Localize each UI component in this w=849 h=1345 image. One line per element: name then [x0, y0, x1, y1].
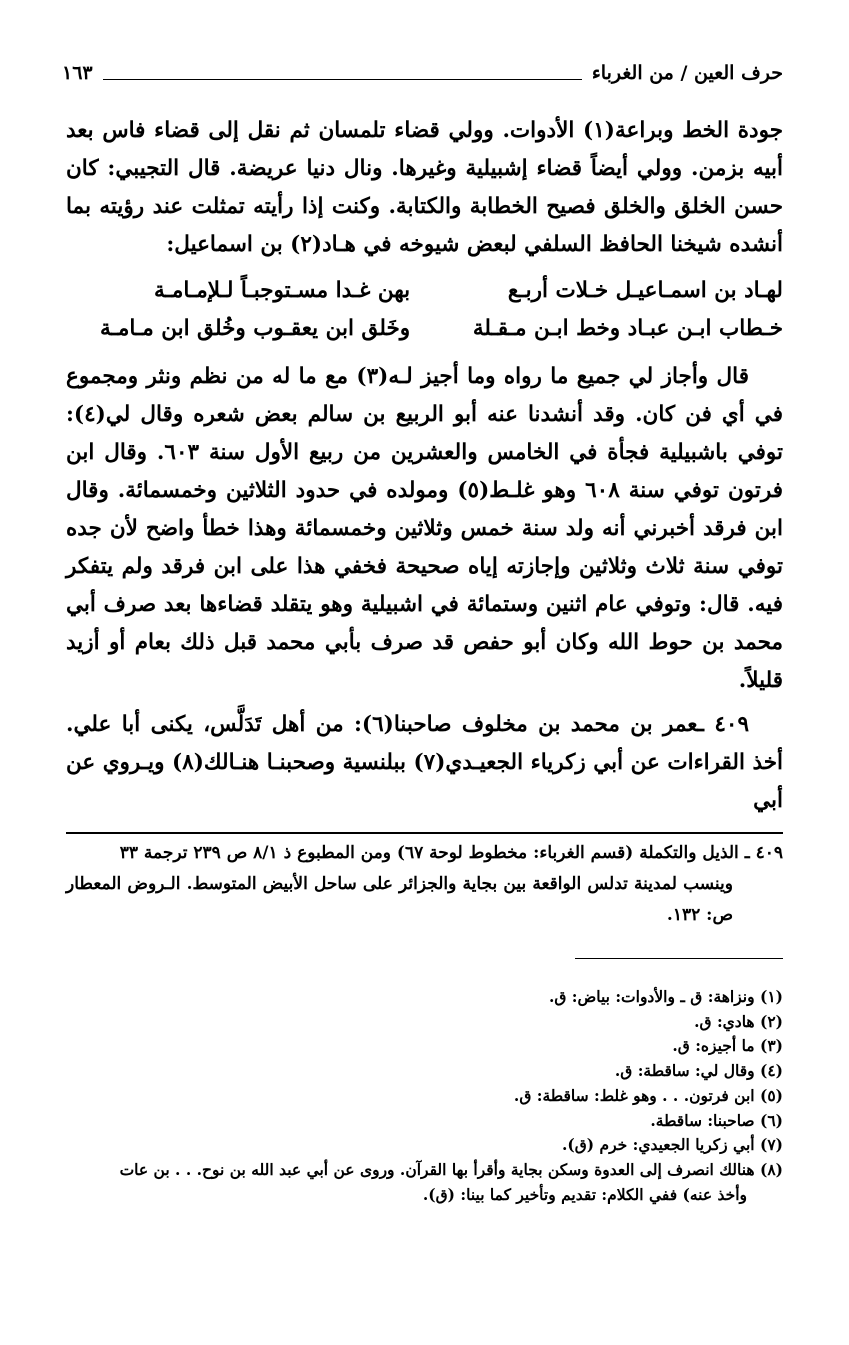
footnote-1: (١) ونزاهة: ق ـ والأدوات: بياض: ق.	[548, 987, 783, 1006]
poem	[66, 272, 783, 348]
running-header	[62, 58, 783, 88]
page-number: ١٦٣	[62, 62, 93, 84]
notes-divider	[66, 832, 783, 834]
note-line-2: وينسب لمدينة تدلس الواقعة بين بجاية والجزائر على ساحل الأبيض المتوسط. الـروض المعطار ص: ١٣٢.	[66, 874, 733, 925]
poem-hemistich-1: لهـاد بن اسمـاعيـل خـلات أربـع	[507, 278, 783, 303]
header-rule	[103, 79, 582, 80]
poem-hemistich-2: وخَلق ابن يعقـوب وخُلق ابن مـامـة	[100, 316, 411, 341]
footnote-6: (٦) صاحبنا: ساقطة.	[650, 1110, 783, 1130]
footnote-4: (٤) وقال لي: ساقطة: ق.	[614, 1061, 783, 1081]
paragraph-2	[66, 358, 783, 700]
paragraph-2-text: قال وأجاز لي جميع ما رواه وما أجيز لـه(٣) مع ما له من نظم ونثر ومجموع في أي فن كان. وقد أنشدنا عنه أبو الربيع بن سالم بعض شعره وقال لي(٤): توفي باشبيلية فجأة في الخامس والعشرين من ربيع الأول سنة ٦٠٣. وقال ابن فرتون توفي سنة ٦٠٨ وهو غلـط(٥) ومولده في حدود الثلاثين وخمسمائة. وقال ابن فرقد أخبرني أنه ولد سنة خمس وثلاثين وخمسمائة وهذا خطأ واضح لأن جده توفي سنة ثلاث وثلاثين وإجازته إياه صحيحة فخفي هذا على ابن فرقد ولم يتفكر فيه. قال: وتوفي عام اثنين وستمائة في اشبيلية وهو يتقلد قضاءها بعد صرف أبي محمد بن حوط الله وكان أبو حفص قد صرف بأبي محمد قبل ذلك بعام أو أزيد قليلاً.	[66, 364, 783, 693]
poem-hemistich-1: خـطاب ابـن عبـاد وخط ابـن مـقـلة	[472, 316, 783, 341]
footnote-8-line-2: وأخذ عنه) ففي الكلام: تقديم وتأخير كما بينا: (ق).	[422, 1184, 747, 1204]
poem-verse-1	[66, 272, 783, 310]
note-line-1: ٤٠٩ ـ الذيل والتكملة (قسم الغرباء: مخطوط لوحة ٦٧) ومن المطبوع ذ ٨/١ ص ٢٣٩ ترجمة ٣٣	[119, 843, 783, 863]
poem-hemistich-2: بهن غـدا مسـتوجبـاً لـلإمـامـة	[154, 278, 411, 303]
entry-number: ٤٠٩	[714, 712, 749, 737]
entry-409-note	[66, 838, 783, 931]
footnotes	[66, 985, 783, 1207]
paragraph-1: جودة الخط وبراعة(١) الأدوات. وولي قضاء تلمسان ثم نقل إلى قضاء فاس بعد أبيه بزمن. وولي أيضاً قضاء إشبيلية وغيرها. ونال دنيا عريضة. قال التجيبي: كان حسن الخلق والخلق فصيح الخطابة والكتابة. وكنت إذا رأيته تمثلت عند رؤيته بما أنشده شيخنا الحافظ السلفي لبعض شيوخه في هـاد(٢) بن اسماعيل:	[66, 118, 783, 257]
main-text	[66, 112, 783, 820]
footnote-5: (٥) ابن فرتون. . . وهو غلط: ساقطة: ق.	[513, 1085, 783, 1105]
footnote-8	[66, 1158, 783, 1207]
footnote-8-line-1: (٨) هنالك انصرف إلى العدوة وسكن بجاية وأقرأ بها القرآن. وروى عن أبي عبد الله بن نوح. . . بن عات	[119, 1159, 783, 1179]
header-title: حرف العين / من الغرباء	[591, 62, 783, 84]
footnotes-divider	[575, 958, 783, 959]
poem-verse-2	[66, 310, 783, 348]
footnote-2: (٢) هادي: ق.	[694, 1011, 783, 1031]
footnote-3: (٣) ما أجيزه: ق.	[672, 1036, 783, 1056]
entry-text: ـعمر بن محمد بن مخلوف صاحبنا(٦): من أهل تَدَلَّس، يكنى أبا علي. أخذ القراءات عن أبي زكرياء الجعيـدي(٧) ببلنسية وصحبنـا هنـالك(٨) ويـروي عن أبي	[66, 712, 784, 813]
footnote-7: (٧) أبي زكريا الجعيدي: خرم (ق).	[562, 1135, 783, 1155]
entry-409	[66, 706, 783, 820]
